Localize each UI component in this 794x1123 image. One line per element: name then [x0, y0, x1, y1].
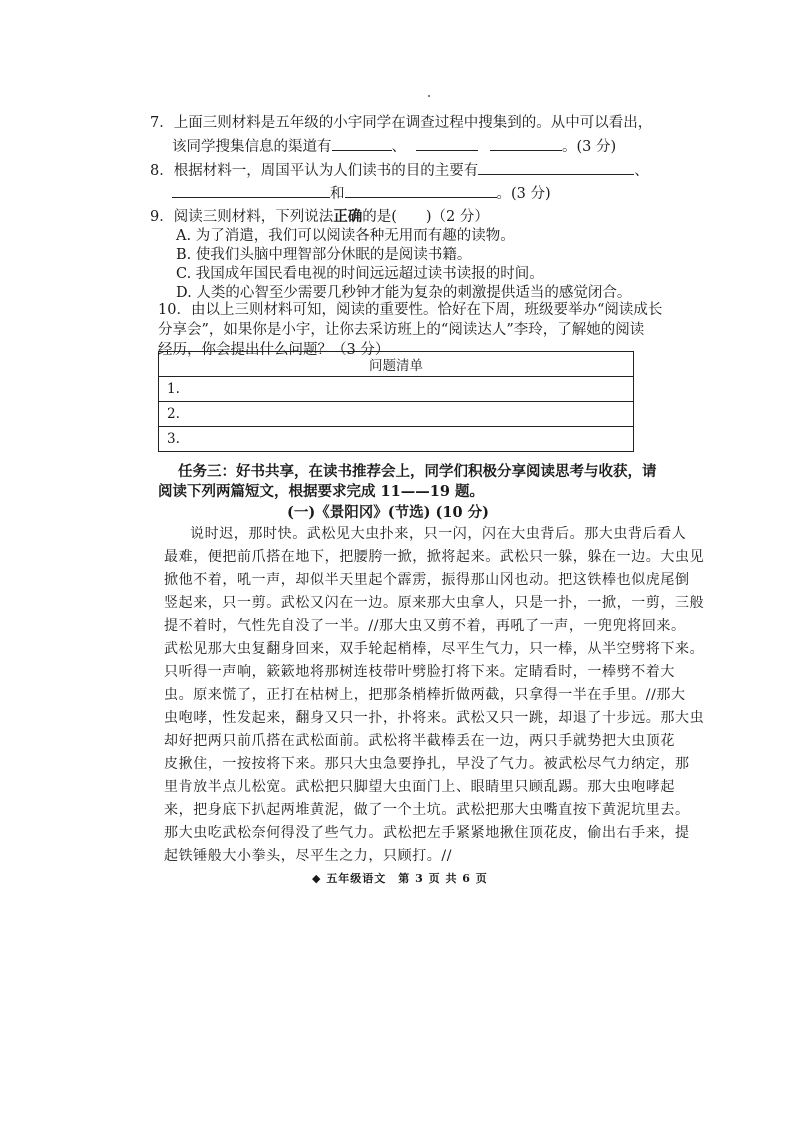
- q7-blank-2[interactable]: [416, 136, 478, 151]
- q8-blank-3[interactable]: [345, 183, 497, 198]
- q9-option-a[interactable]: A. 为了消遣，我们可以阅读各种无用而有趣的读物。: [176, 228, 515, 244]
- passage-line: 来，把身底下扒起两堆黄泥，做了一个土坑。武松把那大虫嘴直按下黄泥坑里去。: [164, 802, 690, 818]
- q8-line2: [172, 183, 551, 204]
- q7-blank-3[interactable]: [490, 136, 562, 151]
- q9-stem-b: 的是( )（2 分）: [362, 209, 489, 225]
- q7-line1: 7．上面三则材料是五年级的小宇同学在调查过程中搜集到的。从中可以看出，: [150, 115, 653, 131]
- diamond-icon: ◆: [312, 872, 322, 885]
- passage-line: 只听得一声响，簌簌地将那树连枝带叶劈脸打将下来。定睛看时，一棒劈不着大: [164, 664, 675, 680]
- q7-blank-1[interactable]: [332, 136, 392, 151]
- passage-title: (一)《景阳冈》(节选) (10 分): [287, 504, 489, 521]
- table-row-3[interactable]: 3.: [159, 427, 634, 452]
- q9-stem: [150, 207, 489, 227]
- passage-line: 最难，便把前爪搭在地下，把腰胯一掀，掀将起来。武松只一躲，躲在一边。大虫见: [164, 549, 705, 565]
- q7-stem: 该同学搜集信息的渠道有: [172, 139, 332, 155]
- q10-line2: 分享会”，如果你是小宇，让你去采访班上的“阅读达人”李玲，了解她的阅读: [158, 322, 645, 338]
- q7-sep-1: 、: [391, 139, 406, 155]
- q10-line3: 经历，你会提出什么问题？（3 分）: [158, 342, 390, 358]
- q9-option-d[interactable]: D. 人类的心智至少需要几秒钟才能为复杂的刺激提供适当的感觉闭合。: [176, 285, 632, 301]
- page-footer: [312, 870, 488, 886]
- q9-option-b[interactable]: B. 使我们头脑中理智部分休眠的是阅读书籍。: [176, 247, 472, 263]
- passage-line: 掀他不着，吼一声，却似半天里起个霹雳，振得那山冈也动。把这铁棒也似虎尾倒: [164, 572, 690, 588]
- task3-line1: 任务三：好书共享，在读书推荐会上，同学们积极分享阅读思考与收获，请: [178, 463, 657, 480]
- passage-line: 武松见那大虫复翻身回来，双手轮起梢棒，尽平生气力，只一棒，从半空劈将下来。: [164, 641, 705, 657]
- q8-end: 。(3 分): [496, 186, 551, 202]
- q8-stem: 8．根据材料一，周国平认为人们读书的目的主要有: [150, 163, 479, 179]
- table-header: 问题清单: [159, 352, 634, 377]
- passage-line: 虫咆哮，性发起来，翻身又只一扑，扑将来。武松又只一跳，却退了十步远。那大虫: [164, 710, 705, 726]
- q8-line1: [150, 160, 649, 181]
- q8-line1-end: 、: [634, 163, 649, 179]
- q8-blank-2[interactable]: [172, 183, 330, 198]
- table-row-2[interactable]: 2.: [159, 402, 634, 427]
- passage-line: 提不着时，气性先自没了一半。//那大虫又剪不着，再吼了一声，一兜兜将回来。: [164, 618, 686, 634]
- q8-and: 和: [330, 186, 345, 202]
- passage-line: 说时迟，那时快。武松见大虫扑来，只一闪，闪在大虫背后。那大虫背后看人: [190, 526, 687, 542]
- question-list-table: [158, 351, 634, 452]
- q7-end: 。(3 分): [562, 139, 617, 155]
- q9-stem-a: 9．阅读三则材料，下列说法: [150, 209, 334, 225]
- passage-line: 里肯放半点儿松宽。武松把只脚望大虫面门上、眼睛里只顾乱踢。那大虫咆哮起: [164, 779, 675, 795]
- q9-stem-bold: 正确: [333, 208, 363, 225]
- passage-line: 竖起来，只一剪。武松又闪在一边。原来那大虫拿人，只是一扑，一掀，一剪，三般: [164, 595, 705, 611]
- task3-line2: 阅读下列两篇短文，根据要求完成 11——19 题。: [158, 483, 484, 500]
- q7-line2: [172, 136, 616, 157]
- passage-line: 那大虫吃武松奈何得没了些气力。武松把左手紧紧地揪住顶花皮，偷出右手来，提: [164, 825, 690, 841]
- footer-text: 五年级语文 第 3 页 共 6 页: [326, 872, 488, 885]
- passage-line: 虫。原来慌了，正打在枯树上，把那条梢棒折做两截，只拿得一半在手里。//那大: [164, 687, 686, 703]
- passage-line: 皮揪住，一按按将下来。那只大虫急要挣扎，早没了气力。被武松尽气力纳定，那: [164, 756, 690, 772]
- q9-option-c[interactable]: C. 我国成年国民看电视的时间远远超过读书读报的时间。: [176, 266, 544, 282]
- q10-line1: 10．由以上三则材料可知，阅读的重要性。恰好在下周，班级要举办“阅读成长: [158, 302, 663, 318]
- q8-blank-1[interactable]: [478, 160, 634, 175]
- passage-line: 却好把两只前爪搭在武松面前。武松将半截棒丢在一边，两只手就势把大虫顶花: [164, 733, 675, 749]
- scan-speck: [428, 95, 430, 97]
- table-row-1[interactable]: 1.: [159, 377, 634, 402]
- passage-line: 起铁锤般大小拳头，尽平生之力，只顾打。//: [164, 848, 453, 864]
